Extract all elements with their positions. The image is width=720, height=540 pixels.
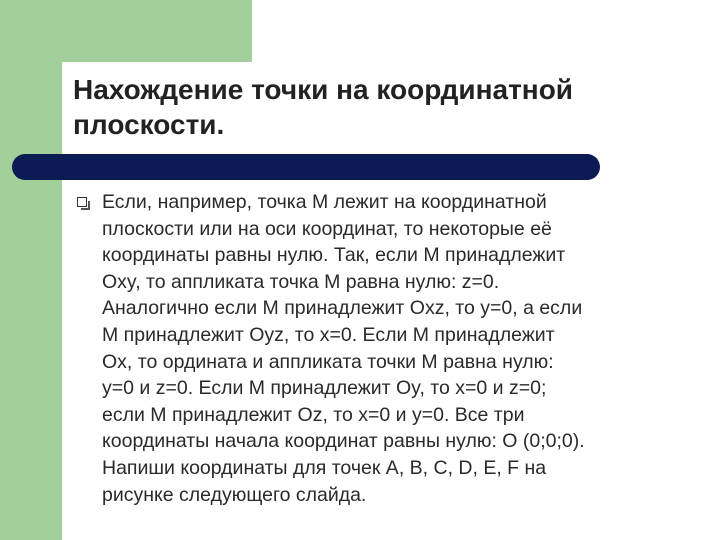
title-line: Нахождение точки на координатной [73, 74, 574, 105]
body-line: если М принадлежит Oz, то x=0 и y=0. Все три [102, 403, 525, 426]
left-decor-band [0, 0, 62, 540]
body-line: координаты равны нулю. Так, если М принадлежит [102, 244, 566, 267]
body-line: Ox, то ордината и аппликата точки М равна нулю: [102, 350, 554, 373]
body-line: Напиши координаты для точек A, B, C, D, E, F на [102, 456, 547, 479]
body-line: рисунке следующего слайда. [102, 483, 367, 506]
title-underline-bar [12, 154, 600, 180]
body-line: Если, например, точка М лежит на координатной [102, 191, 547, 213]
slide-title [73, 72, 693, 142]
body-line: плоскости или на оси координат, то некоторые её [102, 217, 552, 240]
top-decor-block [62, 0, 252, 62]
title-line: плоскости. [73, 109, 225, 140]
square-bullet-icon [77, 197, 87, 207]
body-line: Аналогично если М принадлежит Oxz, то y=0, а если [102, 297, 583, 320]
body-line: М принадлежит Oyz, то x=0. Если М принадлежит [102, 323, 555, 346]
body-paragraph [102, 189, 707, 508]
body-line: y=0 и z=0. Если М принадлежит Oy, то x=0 и z=0; [102, 377, 547, 400]
body-line: координаты начала координат равны нулю: O (0;0;0). [102, 430, 585, 453]
body-line: Oxy, то аппликата точка М равна нулю: z=0. [102, 270, 500, 293]
